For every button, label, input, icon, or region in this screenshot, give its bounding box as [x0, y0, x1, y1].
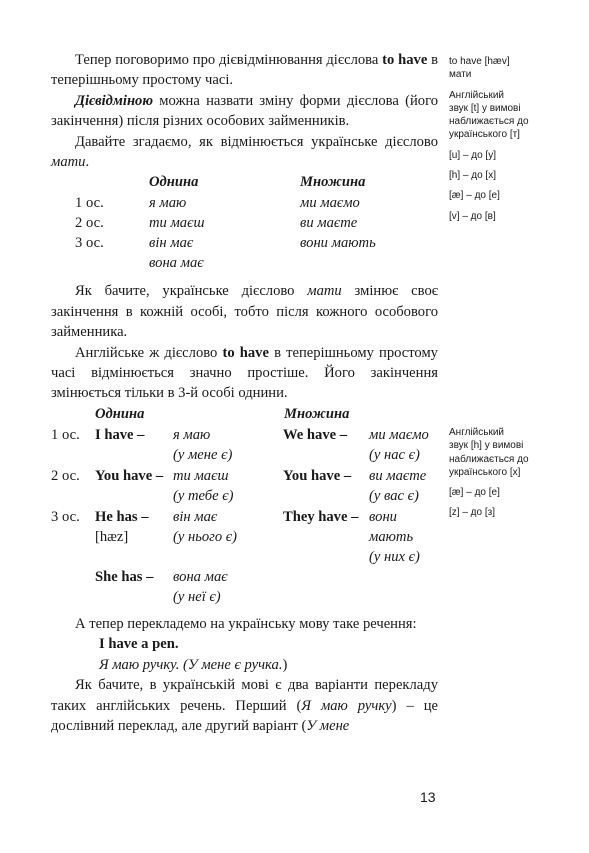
form-singular: я маю [149, 195, 187, 212]
text: Давайте згадаємо, як відмінюється українське дієслово [75, 133, 438, 150]
verb-maty: мати [51, 154, 86, 171]
note-line: звук [h] у вимові [449, 440, 524, 452]
sound-pair: [z] – до [з] [449, 507, 495, 519]
example-english: I have a pen. [99, 636, 179, 653]
header-plural: Множина [300, 174, 366, 191]
note-line: Англійський [449, 89, 505, 101]
form-singular: ти маєш [149, 215, 205, 232]
translation: він має [173, 508, 218, 525]
transcription: [hæz] [95, 528, 129, 545]
paragraph-variants: Як бачите, в українській мові є два варіанти перекладу таких англійських речень. Перший (Я маю ручку) – це дослівний переклад, але другий варіант (У мене [51, 677, 438, 734]
person-label: 3 ос. [75, 235, 104, 252]
text: Тепер поговоримо про дієвідмінювання дієслова [75, 52, 383, 68]
note-line: мати [449, 69, 472, 81]
translation: (у вас є) [369, 487, 419, 504]
translation: мають [369, 528, 414, 545]
note-line: to have [hæv] [449, 56, 510, 67]
form-singular: він має [149, 235, 194, 252]
example-ukrainian: Я маю ручку. (У мене є ручка.) [99, 656, 288, 673]
form-plural: вони мають [300, 235, 376, 252]
form-plural: ви маєте [300, 215, 358, 232]
person-label: 1 ос. [75, 195, 104, 212]
form-singular: вона має [149, 255, 204, 272]
english-form: You have – [95, 467, 164, 484]
sound-pair: [v] – до [в] [449, 210, 496, 222]
english-form: I have – [95, 426, 145, 443]
text: можна назвати зміну форми дієслова (його закінчення) після різних особових займенників. [51, 92, 438, 130]
person-label: 2 ос. [75, 215, 104, 232]
ukrainian-conjugation-table [51, 172, 438, 275]
sound-pair: [æ] – до [е] [449, 190, 500, 202]
page-number: 13 [420, 789, 436, 805]
form-plural: ми маємо [300, 195, 360, 212]
margin-note-2 [449, 426, 581, 520]
translation: (у них є) [369, 548, 420, 565]
note-line: звук [t] у вимові [449, 102, 521, 114]
translation: ви маєте [369, 467, 427, 484]
main-text [51, 50, 438, 736]
paragraph-translate: А тепер перекладемо на українську мову таке речення: [75, 615, 417, 632]
header-singular: Однина [149, 174, 199, 191]
sound-pair: [æ] – до [е] [449, 487, 500, 499]
translation: ми маємо [369, 426, 429, 443]
english-form: He has – [95, 508, 149, 525]
english-form: They have – [283, 508, 359, 525]
translation: (у неї є) [173, 588, 221, 605]
translation: (у нас є) [369, 446, 420, 463]
translation: ти маєш [173, 467, 229, 484]
paragraph-english-note: Англійське ж дієслово to have в теперішньому простому часі відмінюється значно простіше. Його закінчення змінюється тільки в 3-й особі однини. [51, 344, 438, 402]
translation: я маю [173, 426, 211, 443]
sound-pair: [h] – до [х] [449, 170, 496, 182]
english-form: You have – [283, 467, 352, 484]
translation: вони [369, 508, 397, 525]
translation: (у тебе є) [173, 487, 234, 504]
note-line: наближається до [449, 453, 529, 465]
paragraph-ukrainian-note: Як бачите, українське дієслово мати змінює своє закінчення в кожній особі, тобто після кожного особового займенника. [51, 283, 439, 341]
note-line: українського [т] [449, 129, 520, 141]
translation: вона має [173, 568, 228, 585]
person-label: 1 ос. [51, 426, 80, 443]
header-singular: Однина [95, 405, 145, 422]
english-form: She has – [95, 568, 154, 585]
text: в теперішньому простому часі. [51, 52, 438, 89]
english-form: We have – [283, 426, 348, 443]
translation: (у мене є) [173, 446, 233, 463]
margin-note-1 [449, 55, 581, 223]
header-plural: Множина [284, 405, 350, 422]
paragraph-recall: Давайте згадаємо, як відмінюється українське дієслово мати. [51, 133, 438, 171]
note-line: наближається до [449, 116, 529, 128]
paragraph-definition [51, 91, 438, 132]
person-label: 3 ос. [51, 508, 80, 525]
sound-pair: [u] – до [у] [449, 149, 496, 161]
note-line: українського [х] [449, 466, 521, 478]
translation: (у нього є) [173, 528, 238, 545]
verb-to-have: to have [382, 52, 428, 68]
note-line: Англійський [449, 427, 505, 438]
english-conjugation-table [51, 404, 438, 606]
paragraph-intro [51, 50, 438, 91]
person-label: 2 ос. [51, 467, 80, 484]
term: Дієвідміною [75, 92, 153, 109]
